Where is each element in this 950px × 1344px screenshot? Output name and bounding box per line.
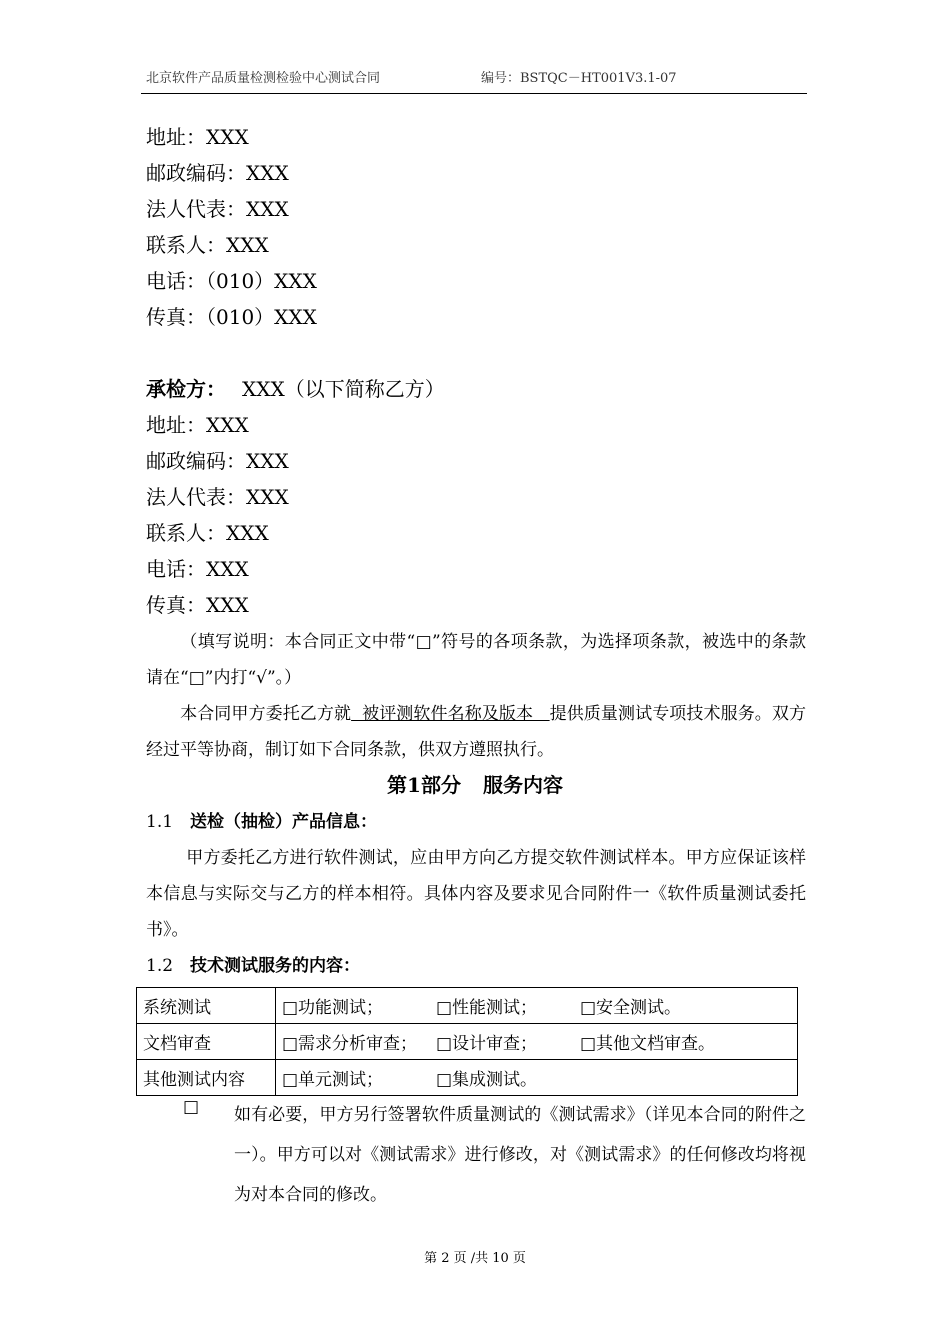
table-cell-category: 文档审查 [137, 1024, 276, 1060]
intro-paragraph [146, 696, 806, 768]
party-a-legal-rep: 法人代表：XXX [146, 197, 289, 221]
section-title: 服务内容 [482, 773, 563, 797]
table-cell-category: 系统测试 [137, 988, 276, 1024]
subsection-1-2-heading [146, 954, 360, 978]
table-cell-options [276, 1024, 798, 1060]
subsection-1-1-heading [146, 810, 377, 834]
page-number: 第 2 页 /共 10 页 [424, 1251, 526, 1266]
table-cell-options [276, 1060, 798, 1096]
option-checkbox[interactable]: □性能测试； [436, 998, 538, 1018]
option-checkbox[interactable]: □设计审查； [436, 1034, 538, 1054]
party-b-name: XXX（以下简称乙方） [242, 377, 445, 401]
optional-clause-text: 如有必要，甲方另行签署软件质量测试的《测试需求》（详见本合同的附件之一）。甲方可以对《测试需求》进行修改，对《测试需求》的任何修改均将视为对本合同的修改。 [234, 1105, 806, 1205]
option-checkbox[interactable]: □安全测试。 [580, 998, 682, 1018]
option-checkbox[interactable]: □需求分析审查； [282, 1034, 418, 1054]
table-cell-options [276, 988, 798, 1024]
table-row [137, 1024, 798, 1060]
party-a-contact: 联系人：XXX [146, 233, 269, 257]
subsection-1-1-text: 甲方委托乙方进行软件测试，应由甲方向乙方提交软件测试样本。甲方应保证该样本信息与实际交与乙方的样本相符。具体内容及要求见合同附件一《软件质量测试委托书》。 [146, 848, 806, 940]
intro-software-name: 被评测软件名称及版本 [351, 704, 550, 724]
party-b-contact: 联系人：XXX [146, 521, 269, 545]
subsection-1-1-body [146, 840, 806, 948]
table-row [137, 988, 798, 1024]
party-a-postcode: 邮政编码：XXX [146, 161, 289, 185]
subsection-1-1-title: 送检（抽检）产品信息： [190, 812, 377, 832]
party-b-fax: 传真：XXX [146, 593, 249, 617]
subsection-1-2-title: 技术测试服务的内容： [190, 956, 360, 976]
option-checkbox[interactable]: □其他文档审查。 [580, 1034, 716, 1054]
subsection-1-2-number: 1.2 [146, 956, 174, 976]
intro-before: 本合同甲方委托乙方就 [180, 704, 352, 724]
option-checkbox[interactable]: □单元测试； [282, 1070, 384, 1090]
fill-instructions [146, 624, 806, 696]
intro-after: 提供质量测试专项技术服务。双方经过平等协商，制订如下合同条款，供双方遵照执行。 [146, 704, 806, 760]
party-b-label: 承检方： [146, 377, 226, 401]
optional-clause-checkbox[interactable]: □ [183, 1097, 200, 1117]
party-a-phone: 电话：（010）XXX [146, 269, 317, 293]
party-a-fax: 传真：（010）XXX [146, 305, 317, 329]
party-b-legal-rep: 法人代表：XXX [146, 485, 289, 509]
header-divider [141, 93, 807, 94]
party-b-phone: 电话：XXX [146, 557, 249, 581]
section-part: 第1部分 [387, 773, 461, 797]
party-b-postcode: 邮政编码：XXX [146, 449, 289, 473]
section-heading [0, 772, 950, 798]
header-doc-number: 编号：BSTQC－HT001V3.1-07 [481, 71, 677, 86]
option-checkbox[interactable]: □集成测试。 [436, 1070, 538, 1090]
option-checkbox[interactable]: □功能测试； [282, 998, 384, 1018]
subsection-1-1-number: 1.1 [146, 812, 174, 832]
fill-instructions-text: （填写说明：本合同正文中带“□”符号的各项条款，为选择项条款，被选中的条款请在“□”内打“√”。） [146, 632, 806, 688]
party-b-address: 地址：XXX [146, 413, 249, 437]
party-b-heading [146, 376, 445, 402]
service-table [136, 987, 798, 1096]
party-a-address: 地址：XXX [146, 125, 249, 149]
table-row [137, 1060, 798, 1096]
table-cell-category: 其他测试内容 [137, 1060, 276, 1096]
header-title: 北京软件产品质量检测检验中心测试合同 [146, 71, 381, 86]
